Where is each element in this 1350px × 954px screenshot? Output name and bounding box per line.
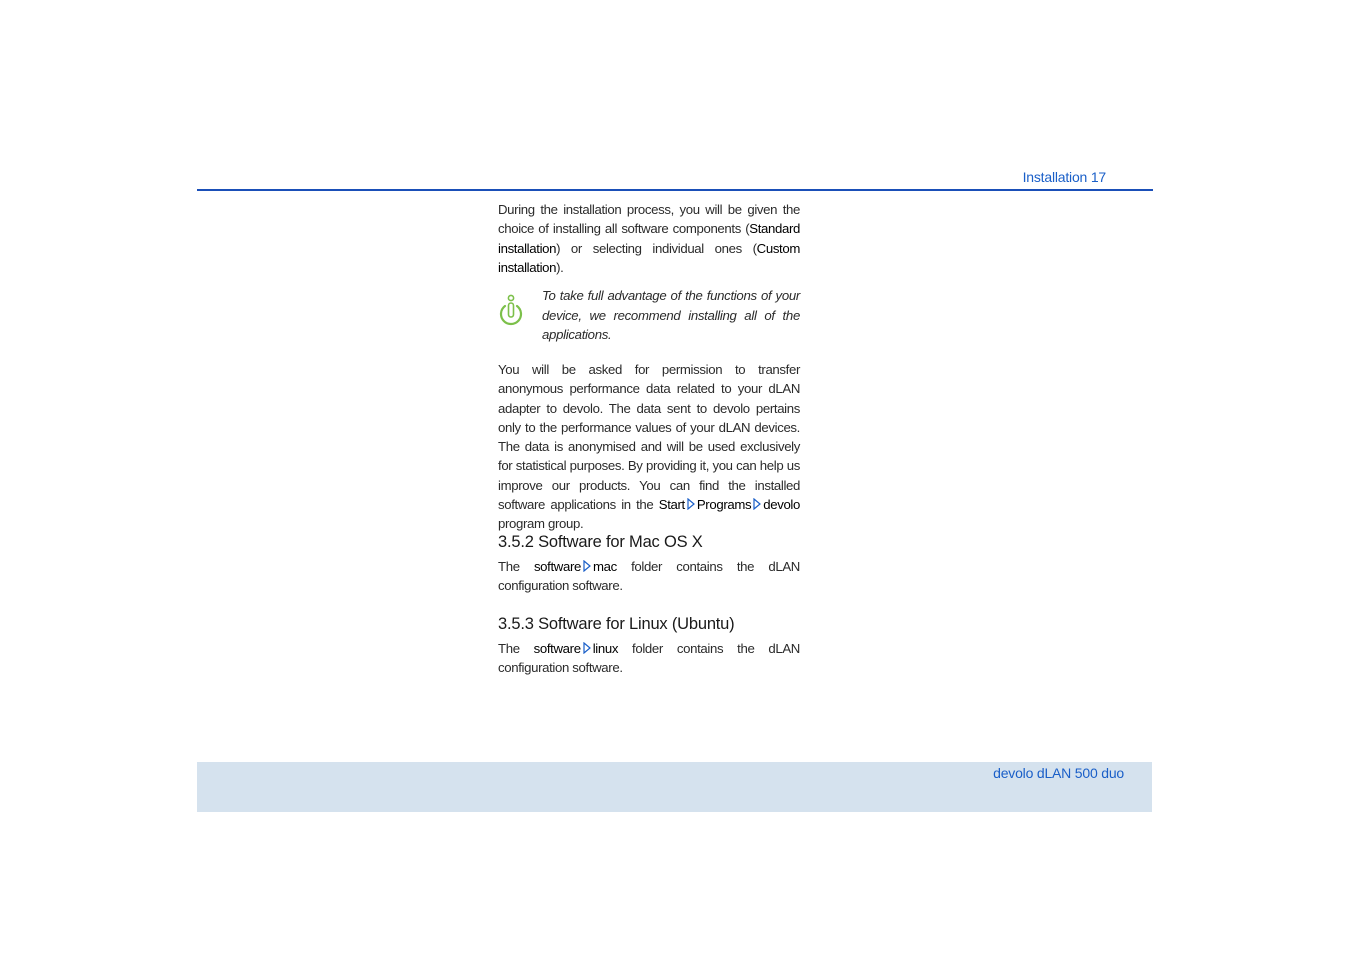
footer-product-name: devolo dLAN 500 duo — [993, 765, 1124, 781]
paragraph-install-options: During the installation process, you will be given the choice of installing all software components (Standard installation) or selecting individual ones (Custom installation). — [498, 202, 800, 275]
info-note — [498, 286, 800, 345]
keyword-mac: mac — [592, 559, 617, 574]
keyword-start: Start — [658, 497, 685, 513]
heading-linux-software: 3.5.3 Software for Linux (Ubuntu) — [498, 615, 735, 633]
paragraph-linux-software: The software linux folder contains the dLAN configuration software. — [498, 641, 800, 676]
heading-mac-software: 3.5.2 Software for Mac OS X — [498, 533, 703, 551]
keyword-software: software — [533, 559, 581, 574]
keyword-devolo: devolo — [763, 497, 800, 513]
keyword-standard-installation: Standard installation — [498, 221, 800, 256]
arrow-right-icon — [753, 498, 761, 510]
arrow-right-icon — [687, 498, 695, 510]
info-icon — [498, 294, 524, 326]
keyword-linux: linux — [592, 641, 619, 656]
header-divider — [197, 189, 1153, 191]
note-text: To take full advantage of the functions of your device, we recommend installing all of the applications. — [542, 288, 800, 342]
keyword-custom-installation: Custom installation — [498, 240, 800, 275]
keyword-software: software — [533, 641, 581, 656]
paragraph-performance-data: You will be asked for permission to transfer anonymous performance data related to your dLAN adapter to devolo. The data sent to devolo pertains only to the performance values of your dLAN devices. The data is anonymised and will be used exclusively for statistical purposes. By providing it, you can help us improve our products. You can find the installed software applications in the Start Programs devolo program group. — [498, 362, 800, 532]
arrow-right-icon — [583, 560, 591, 572]
paragraph-mac-software: The software mac folder contains the dLAN configuration software. — [498, 559, 800, 594]
keyword-programs: Programs — [696, 497, 752, 513]
page-header-title: Installation 17 — [1022, 169, 1106, 185]
arrow-right-icon — [583, 642, 591, 654]
